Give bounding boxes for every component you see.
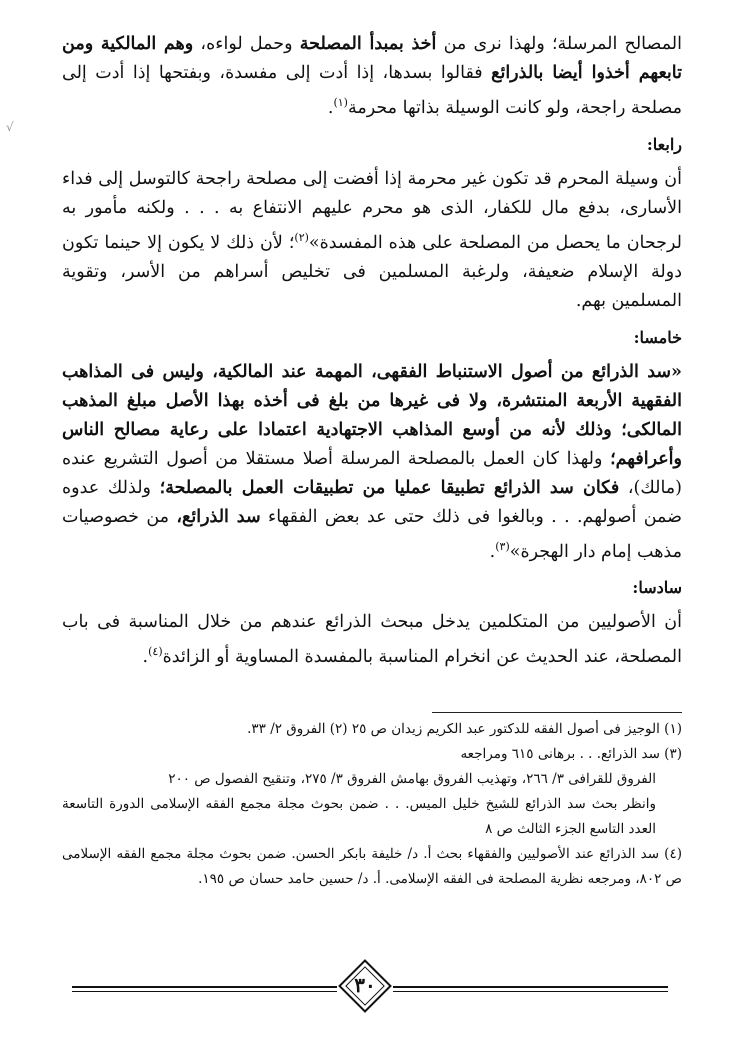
paragraph-4: [62, 608, 682, 672]
text-run: من خصوصيات مذهب إمام دار الهجرة»: [62, 506, 682, 562]
footnote-3: (٣) سد الذرائع. . . برهانى ٦١٥ ومراجعه: [460, 746, 682, 762]
text-run: .: [142, 647, 149, 668]
bold-run: وهم المالكية ومن تابعهم أخذوا أيضا بالذرائع: [62, 34, 682, 83]
text-run: .: [489, 541, 496, 562]
bold-run: «سد الذرائع من أصول الاستنباط الفقهى، المهمة عند المالكية، وليس فى المذاهب الفقهية الأربعة المنتشرة، ولا فى غيرها من بلغ فى أخذه بهذا الأصل مبلغ المذهب المالكى؛ وذلك لأنه من أوسع المذاهب الاجتهادية اعتمادا على رعاية مصالح الناس وأعرافهم؛: [62, 361, 682, 469]
text-run: .: [327, 97, 334, 118]
page-number: ٣٠: [354, 973, 376, 997]
footnote-1-2: (١) الوجيز فى أصول الفقه للدكتور عبد الكريم زيدان ص ٢٥ (٢) الفروق ٢/ ٣٣.: [247, 721, 682, 737]
footnotes: [62, 717, 682, 892]
footnote-3-source: الفروق للقرافى ٣/ ٢٦٦، وتهذيب الفروق بهامش الفروق ٣/ ٢٧٥، وتنقيح الفصول ص ٢٠٠: [168, 771, 656, 787]
text-run: أن وسيلة المحرم قد تكون غير محرمة إذا أفضت إلى مصلحة راجحة كالتوسل إلى فداء الأسارى، بدفع مال للكفار، الذى هو محرم عليهم الانتفاع به . . . ولكنه مأمور به لرجحان ما يحصل من المصلحة على هذه المفسدة»: [62, 168, 682, 253]
text-run: وحمل لواءه،: [193, 34, 300, 54]
margin-mark: √﻿: [6, 120, 14, 134]
bold-run: أخذ بمبدأ المصلحة: [299, 34, 437, 54]
footnote-ref: (٤): [148, 645, 163, 659]
bold-run: فكان سد الذرائع تطبيقا عمليا من تطبيقات العمل بالمصلحة؛: [159, 477, 620, 498]
heading-fourth: رابعا:: [646, 134, 682, 154]
text-run: ولذلك عدوه ضمن أصولهم. . . وبالغوا فى ذلك حتى عد بعض الفقهاء: [62, 477, 683, 527]
paragraph-2: [62, 165, 682, 316]
paragraph-3: [62, 358, 682, 567]
bold-run: سد الذرائع،: [176, 506, 261, 527]
footnote-ref: (٢): [294, 230, 309, 244]
footnote-3-see-also: وانظر بحث سد الذرائع للشيخ خليل الميس. . . ضمن بحوث مجلة مجمع الفقه الإسلامى الدورة التاسعة العدد التاسع الجزء الثالث ص ٨: [62, 796, 656, 837]
text-run: ؛ لأن ذلك لا يكون إلا حينما تكون دولة الإسلام ضعيفة، ولرغبة المسلمين فى تخليص أسراهم من الأسر، وتقوية المسلمين بهم.: [62, 232, 682, 311]
footnote-ref: (٣): [495, 539, 510, 553]
footnote-4: (٤) سد الذرائع عند الأصوليين والفقهاء بحث أ. د/ خليفة بابكر الحسن. ضمن بحوث مجلة مجمع الفقه الإسلامى ص ٨٠٢، ومرجعه نظرية المصلحة فى الفقه الإسلامى. أ. د/ حسين حامد حسان ص ١٩٥.: [62, 846, 682, 887]
heading-fifth: خامسا:: [633, 327, 682, 347]
footnote-ref: (١): [333, 96, 348, 109]
footnote-separator: [432, 712, 682, 713]
text-run: ولهذا كان العمل بالمصلحة المرسلة أصلا مستقلا من أصول التشريع عنده (مالك)،: [62, 448, 682, 498]
heading-sixth: سادسا:: [632, 578, 682, 598]
text-run: المصالح المرسلة؛ ولهذا نرى من: [436, 34, 683, 54]
page-number-ornament: [337, 961, 393, 1011]
text-run: فقالوا بسدها، إذا أدت إلى مفسدة، وبفتحها إذا أدت إلى مصلحة راجحة، ولو كانت الوسيلة بذاتها محرمة: [62, 63, 682, 118]
text-run: أن الأصوليين من المتكلمين يدخل مبحث الذرائع عندهم من خلال المناسبة فى باب المصلحة، عند الحديث عن انخرام المناسبة بالمفسدة المساوية أو الزائدة: [62, 612, 682, 668]
paragraph-1: [62, 30, 682, 123]
page-body: [62, 30, 682, 672]
